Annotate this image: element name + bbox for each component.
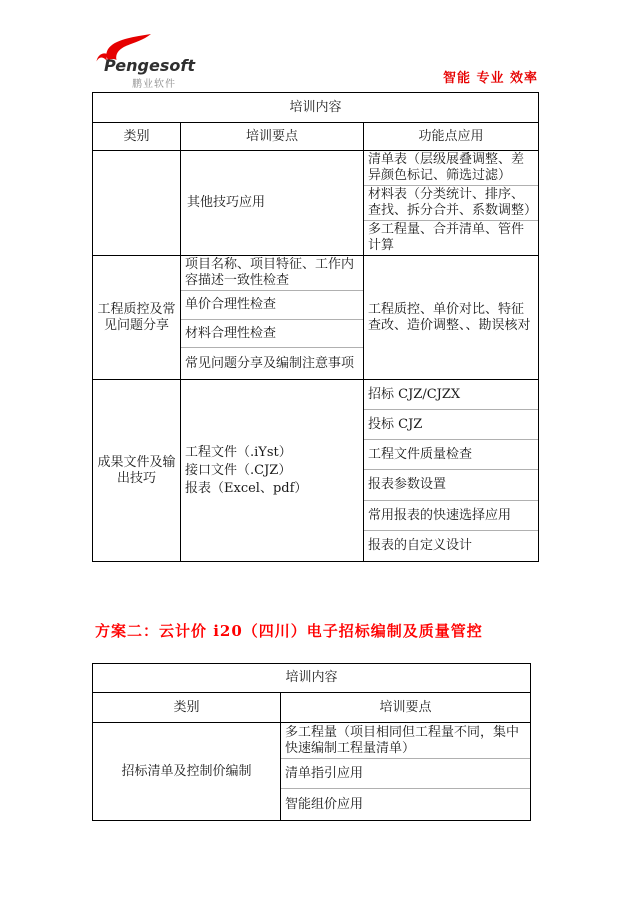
section3-point-line2: 接口文件（.CJZ） xyxy=(185,462,292,478)
section1-point: 其他技巧应用 xyxy=(181,151,364,256)
section1-function-2: 材料表（分类统计、排序、查找、拆分合并、系数调整） xyxy=(364,186,539,221)
table1-title: 培训内容 xyxy=(93,93,539,123)
brand-chinese-name: 鹏业软件 xyxy=(132,79,176,90)
section3-function-3: 工程文件质量检查 xyxy=(364,440,539,470)
table1-col-header-functions: 功能点应用 xyxy=(364,123,539,151)
training-content-table-1 xyxy=(92,92,539,562)
table1-title-row xyxy=(93,93,539,123)
table1-col-header-category: 类别 xyxy=(93,123,181,151)
table2-title-row xyxy=(93,664,531,693)
pengesoft-logo xyxy=(90,34,240,90)
t2-section1-category: 招标清单及控制价编制 xyxy=(93,723,281,821)
brand-name: Pengesoft xyxy=(104,56,195,75)
table2-col-header-points: 培训要点 xyxy=(281,693,531,723)
t2-section1-point-2: 清单指引应用 xyxy=(281,759,531,789)
table-row xyxy=(93,723,531,759)
section2-point-4: 常见问题分享及编制注意事项 xyxy=(181,348,364,380)
plan2-heading: 方案二：云计价 i20（四川）电子招标编制及质量管控 xyxy=(95,622,483,640)
section1-function-3: 多工程量、合并清单、管件计算 xyxy=(364,221,539,256)
table2-col-header-category: 类别 xyxy=(93,693,281,723)
section1-category xyxy=(93,151,181,256)
table-row xyxy=(93,151,539,186)
section2-point-3: 材料合理性检查 xyxy=(181,320,364,348)
table-row xyxy=(93,256,539,291)
table-row xyxy=(93,380,539,410)
section3-function-2: 投标 CJZ xyxy=(364,410,539,440)
section2-point-1: 项目名称、项目特征、工作内容描述一致性检查 xyxy=(181,256,364,291)
section3-function-6: 报表的自定义设计 xyxy=(364,531,539,562)
section3-point-line1: 工程文件（.iYst） xyxy=(185,444,292,460)
table2-title: 培训内容 xyxy=(93,664,531,693)
section3-function-4: 报表参数设置 xyxy=(364,470,539,501)
section2-function: 工程质控、单价对比、特征查改、造价调整、、勘误核对 xyxy=(364,256,539,380)
t2-section1-point-3: 智能组价应用 xyxy=(281,789,531,821)
section3-points xyxy=(181,380,364,562)
section2-point-2: 单价合理性检查 xyxy=(181,291,364,320)
section1-function-1: 清单表（层级展叠调整、差异颜色标记、筛选过滤） xyxy=(364,151,539,186)
section3-point-line3: 报表（Excel、pdf） xyxy=(185,480,308,496)
section3-category: 成果文件及输出技巧 xyxy=(93,380,181,562)
table2-header-row xyxy=(93,693,531,723)
t2-section1-point-1: 多工程量（项目相同但工程量不同，集中快速编制工程量清单） xyxy=(281,723,531,759)
training-content-table-2 xyxy=(92,663,531,821)
table1-header-row xyxy=(93,123,539,151)
section2-category: 工程质控及常见问题分享 xyxy=(93,256,181,380)
section3-function-5: 常用报表的快速选择应用 xyxy=(364,501,539,531)
section3-function-1: 招标 CJZ/CJZX xyxy=(364,380,539,410)
table1-col-header-points: 培训要点 xyxy=(181,123,364,151)
slogan-text: 智能 专业 效率 xyxy=(442,71,538,86)
